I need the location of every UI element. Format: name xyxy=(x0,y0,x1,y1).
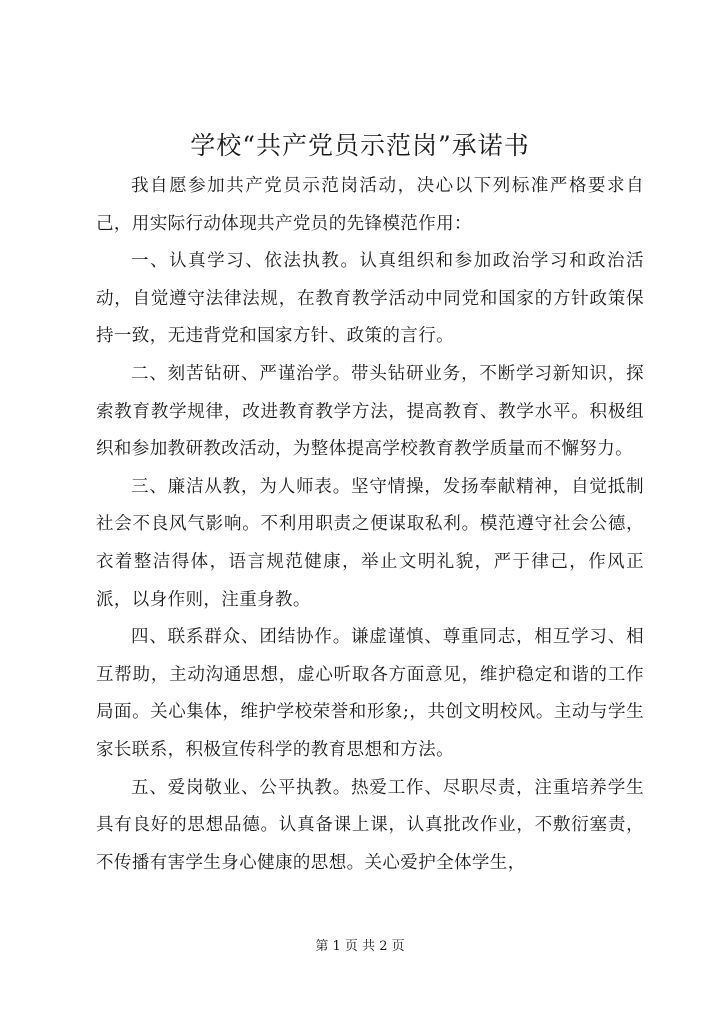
document-body xyxy=(96,168,644,882)
paragraph-item-1: 一、认真学习、依法执教。认真组织和参加政治学习和政治活动，自觉遵守法律法规，在教育教学活动中同党和国家的方针政策保持一致，无违背党和国家方针、政策的言行。 xyxy=(96,251,644,347)
paragraph-intro: 我自愿参加共产党员示范岗活动，决心以下列标准严格要求自己，用实际行动体现共产党员的先锋模范作用： xyxy=(96,176,644,234)
page-number-label: 第 1 页 共 2 页 xyxy=(315,939,405,954)
page-footer xyxy=(0,937,720,957)
document-title: 学校“共产党员示范岗”承诺书 xyxy=(190,131,530,160)
paragraph-item-3: 三、廉洁从教，为人师表。坚守情操，发扬奉献精神，自觉抵制社会不良风气影响。不利用职责之便谋取私利。模范遵守社会公德，衣着整洁得体，语言规范健康，举止文明礼貌，严于律己，作风正派，以身作则，注重身教。 xyxy=(96,476,644,610)
paragraph-item-5: 五、爱岗敬业、公平执教。热爱工作、尽职尽责，注重培养学生具有良好的思想品德。认真备课上课，认真批改作业，不敷衍塞责，不传播有害学生身心健康的思想。关心爱护全体学生， xyxy=(96,777,644,873)
paragraph-item-4: 四、联系群众、团结协作。谦虚谨慎、尊重同志，相互学习、相互帮助，主动沟通思想，虚心听取各方面意见，维护稳定和谐的工作局面。关心集体，维护学校荣誉和形象;，共创文明校风。主动与学生家长联系，积极宣传科学的教育思想和方法。 xyxy=(96,627,644,760)
paragraph-item-2: 二、刻苦钻研、严谨治学。带头钻研业务，不断学习新知识，探索教育教学规律，改进教育教学方法，提高教育、教学水平。积极组织和参加教研教改活动，为整体提高学校教育教学质量而不懈努力。 xyxy=(96,363,644,460)
